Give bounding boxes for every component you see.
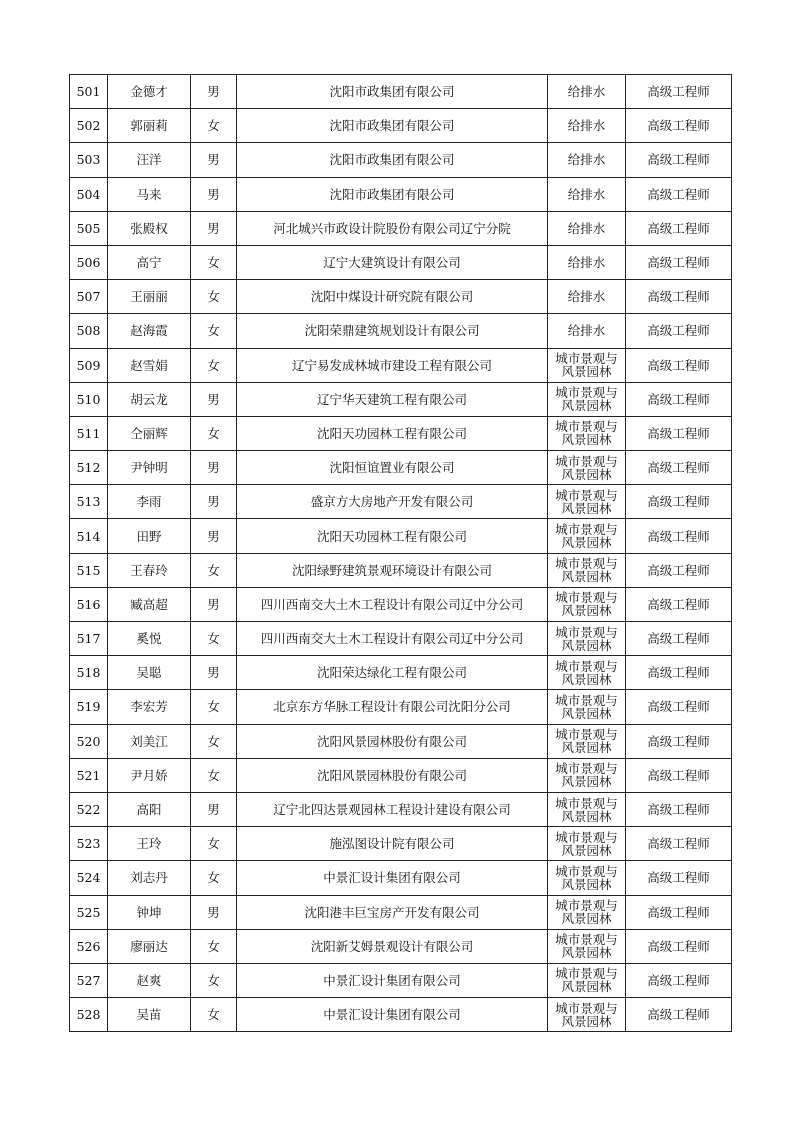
company-cell: 中景汇设计集团有限公司 [237, 861, 548, 895]
gender-cell: 男 [191, 75, 237, 109]
gender-cell: 女 [191, 690, 237, 724]
serial-number-cell: 506 [70, 245, 108, 279]
name-cell: 李宏芳 [108, 690, 191, 724]
gender-cell: 女 [191, 622, 237, 656]
specialty-cell: 城市景观与 风景园林 [548, 382, 626, 416]
serial-number-cell: 508 [70, 314, 108, 348]
company-cell: 沈阳恒谊置业有限公司 [237, 451, 548, 485]
serial-number-cell: 523 [70, 827, 108, 861]
serial-number-cell: 501 [70, 75, 108, 109]
serial-number-cell: 525 [70, 895, 108, 929]
title-cell: 高级工程师 [626, 382, 732, 416]
company-cell: 四川西南交大土木工程设计有限公司辽中分公司 [237, 622, 548, 656]
gender-cell: 女 [191, 758, 237, 792]
specialty-cell: 城市景观与 风景园林 [548, 451, 626, 485]
table-row [70, 622, 732, 656]
serial-number-cell: 510 [70, 382, 108, 416]
serial-number-cell: 504 [70, 177, 108, 211]
table-row [70, 895, 732, 929]
name-cell: 王丽丽 [108, 280, 191, 314]
specialty-cell: 城市景观与 风景园林 [548, 963, 626, 997]
title-cell: 高级工程师 [626, 963, 732, 997]
specialty-cell: 给排水 [548, 143, 626, 177]
specialty-cell: 城市景观与 风景园林 [548, 348, 626, 382]
name-cell: 赵雪娟 [108, 348, 191, 382]
name-cell: 高宁 [108, 245, 191, 279]
title-cell: 高级工程师 [626, 587, 732, 621]
table-row [70, 724, 732, 758]
table-row [70, 451, 732, 485]
serial-number-cell: 515 [70, 553, 108, 587]
roster-body [70, 75, 732, 1032]
gender-cell: 女 [191, 998, 237, 1032]
serial-number-cell: 527 [70, 963, 108, 997]
name-cell: 马来 [108, 177, 191, 211]
specialty-cell: 城市景观与 风景园林 [548, 929, 626, 963]
company-cell: 施泓图设计院有限公司 [237, 827, 548, 861]
name-cell: 赵爽 [108, 963, 191, 997]
serial-number-cell: 528 [70, 998, 108, 1032]
name-cell: 刘志丹 [108, 861, 191, 895]
title-cell: 高级工程师 [626, 758, 732, 792]
table-row [70, 485, 732, 519]
company-cell: 沈阳风景园林股份有限公司 [237, 724, 548, 758]
serial-number-cell: 505 [70, 211, 108, 245]
table-row [70, 758, 732, 792]
serial-number-cell: 509 [70, 348, 108, 382]
serial-number-cell: 507 [70, 280, 108, 314]
table-row [70, 792, 732, 826]
specialty-cell: 城市景观与 风景园林 [548, 622, 626, 656]
title-cell: 高级工程师 [626, 245, 732, 279]
gender-cell: 女 [191, 861, 237, 895]
title-cell: 高级工程师 [626, 416, 732, 450]
company-cell: 中景汇设计集团有限公司 [237, 963, 548, 997]
gender-cell: 女 [191, 553, 237, 587]
name-cell: 胡云龙 [108, 382, 191, 416]
company-cell: 辽宁大建筑设计有限公司 [237, 245, 548, 279]
company-cell: 沈阳中煤设计研究院有限公司 [237, 280, 548, 314]
gender-cell: 女 [191, 280, 237, 314]
company-cell: 沈阳荣鼎建筑规划设计有限公司 [237, 314, 548, 348]
name-cell: 刘美江 [108, 724, 191, 758]
title-cell: 高级工程师 [626, 656, 732, 690]
name-cell: 吴聪 [108, 656, 191, 690]
company-cell: 四川西南交大土木工程设计有限公司辽中分公司 [237, 587, 548, 621]
gender-cell: 女 [191, 724, 237, 758]
title-cell: 高级工程师 [626, 143, 732, 177]
title-cell: 高级工程师 [626, 211, 732, 245]
title-cell: 高级工程师 [626, 485, 732, 519]
gender-cell: 女 [191, 416, 237, 450]
specialty-cell: 城市景观与 风景园林 [548, 416, 626, 450]
specialty-cell: 城市景观与 风景园林 [548, 690, 626, 724]
specialty-cell: 城市景观与 风景园林 [548, 827, 626, 861]
table-row [70, 553, 732, 587]
gender-cell: 男 [191, 519, 237, 553]
specialty-cell: 城市景观与 风景园林 [548, 553, 626, 587]
table-row [70, 211, 732, 245]
table-row [70, 963, 732, 997]
title-cell: 高级工程师 [626, 929, 732, 963]
table-row [70, 587, 732, 621]
table-row [70, 416, 732, 450]
title-cell: 高级工程师 [626, 998, 732, 1032]
title-cell: 高级工程师 [626, 348, 732, 382]
specialty-cell: 城市景观与 风景园林 [548, 998, 626, 1032]
name-cell: 郭丽莉 [108, 109, 191, 143]
specialty-cell: 给排水 [548, 314, 626, 348]
gender-cell: 男 [191, 143, 237, 177]
table-row [70, 314, 732, 348]
title-cell: 高级工程师 [626, 109, 732, 143]
specialty-cell: 给排水 [548, 177, 626, 211]
specialty-cell: 城市景观与 风景园林 [548, 758, 626, 792]
name-cell: 高阳 [108, 792, 191, 826]
table-row [70, 690, 732, 724]
gender-cell: 女 [191, 314, 237, 348]
gender-cell: 男 [191, 382, 237, 416]
table-row [70, 929, 732, 963]
serial-number-cell: 518 [70, 656, 108, 690]
specialty-cell: 给排水 [548, 75, 626, 109]
table-row [70, 280, 732, 314]
name-cell: 仝丽辉 [108, 416, 191, 450]
gender-cell: 男 [191, 485, 237, 519]
title-cell: 高级工程师 [626, 792, 732, 826]
specialty-cell: 给排水 [548, 109, 626, 143]
name-cell: 吴苗 [108, 998, 191, 1032]
specialty-cell: 城市景观与 风景园林 [548, 656, 626, 690]
name-cell: 尹钟明 [108, 451, 191, 485]
name-cell: 王玲 [108, 827, 191, 861]
company-cell: 盛京方大房地产开发有限公司 [237, 485, 548, 519]
title-cell: 高级工程师 [626, 690, 732, 724]
company-cell: 沈阳市政集团有限公司 [237, 177, 548, 211]
serial-number-cell: 524 [70, 861, 108, 895]
title-cell: 高级工程师 [626, 75, 732, 109]
company-cell: 沈阳绿野建筑景观环境设计有限公司 [237, 553, 548, 587]
serial-number-cell: 517 [70, 622, 108, 656]
serial-number-cell: 503 [70, 143, 108, 177]
name-cell: 廖丽达 [108, 929, 191, 963]
specialty-cell: 城市景观与 风景园林 [548, 792, 626, 826]
serial-number-cell: 522 [70, 792, 108, 826]
name-cell: 田野 [108, 519, 191, 553]
company-cell: 沈阳港丰巨宝房产开发有限公司 [237, 895, 548, 929]
serial-number-cell: 520 [70, 724, 108, 758]
specialty-cell: 城市景观与 风景园林 [548, 861, 626, 895]
table-row [70, 519, 732, 553]
name-cell: 奚悦 [108, 622, 191, 656]
company-cell: 沈阳新艾姆景观设计有限公司 [237, 929, 548, 963]
company-cell: 北京东方华脉工程设计有限公司沈阳分公司 [237, 690, 548, 724]
gender-cell: 女 [191, 827, 237, 861]
serial-number-cell: 512 [70, 451, 108, 485]
company-cell: 沈阳荣达绿化工程有限公司 [237, 656, 548, 690]
title-cell: 高级工程师 [626, 895, 732, 929]
serial-number-cell: 511 [70, 416, 108, 450]
specialty-cell: 城市景观与 风景园林 [548, 724, 626, 758]
specialty-cell: 给排水 [548, 211, 626, 245]
title-cell: 高级工程师 [626, 724, 732, 758]
specialty-cell: 城市景观与 风景园林 [548, 895, 626, 929]
gender-cell: 男 [191, 587, 237, 621]
company-cell: 沈阳天功园林工程有限公司 [237, 416, 548, 450]
gender-cell: 女 [191, 348, 237, 382]
specialty-cell: 给排水 [548, 245, 626, 279]
serial-number-cell: 513 [70, 485, 108, 519]
table-row [70, 861, 732, 895]
gender-cell: 女 [191, 929, 237, 963]
serial-number-cell: 526 [70, 929, 108, 963]
company-cell: 沈阳市政集团有限公司 [237, 143, 548, 177]
table-row [70, 656, 732, 690]
serial-number-cell: 514 [70, 519, 108, 553]
specialty-cell: 城市景观与 风景园林 [548, 519, 626, 553]
name-cell: 李雨 [108, 485, 191, 519]
table-row [70, 827, 732, 861]
table-row [70, 348, 732, 382]
specialty-cell: 给排水 [548, 280, 626, 314]
company-cell: 沈阳风景园林股份有限公司 [237, 758, 548, 792]
table-row [70, 109, 732, 143]
name-cell: 张殿权 [108, 211, 191, 245]
gender-cell: 男 [191, 792, 237, 826]
title-cell: 高级工程师 [626, 451, 732, 485]
title-cell: 高级工程师 [626, 314, 732, 348]
table-row [70, 177, 732, 211]
specialty-cell: 城市景观与 风景园林 [548, 485, 626, 519]
specialty-cell: 城市景观与 风景园林 [548, 587, 626, 621]
title-cell: 高级工程师 [626, 280, 732, 314]
company-cell: 辽宁北四达景观园林工程设计建设有限公司 [237, 792, 548, 826]
company-cell: 沈阳市政集团有限公司 [237, 75, 548, 109]
gender-cell: 女 [191, 109, 237, 143]
serial-number-cell: 516 [70, 587, 108, 621]
title-cell: 高级工程师 [626, 622, 732, 656]
title-cell: 高级工程师 [626, 553, 732, 587]
company-cell: 中景汇设计集团有限公司 [237, 998, 548, 1032]
name-cell: 王春玲 [108, 553, 191, 587]
serial-number-cell: 519 [70, 690, 108, 724]
table-row [70, 143, 732, 177]
name-cell: 金德才 [108, 75, 191, 109]
company-cell: 辽宁易发成林城市建设工程有限公司 [237, 348, 548, 382]
gender-cell: 女 [191, 963, 237, 997]
gender-cell: 男 [191, 177, 237, 211]
gender-cell: 男 [191, 211, 237, 245]
serial-number-cell: 521 [70, 758, 108, 792]
title-cell: 高级工程师 [626, 861, 732, 895]
gender-cell: 女 [191, 245, 237, 279]
name-cell: 汪洋 [108, 143, 191, 177]
title-cell: 高级工程师 [626, 519, 732, 553]
gender-cell: 男 [191, 656, 237, 690]
title-cell: 高级工程师 [626, 177, 732, 211]
company-cell: 河北城兴市政设计院股份有限公司辽宁分院 [237, 211, 548, 245]
table-row [70, 75, 732, 109]
name-cell: 尹月娇 [108, 758, 191, 792]
serial-number-cell: 502 [70, 109, 108, 143]
name-cell: 钟坤 [108, 895, 191, 929]
gender-cell: 男 [191, 451, 237, 485]
table-row [70, 245, 732, 279]
table-row [70, 382, 732, 416]
name-cell: 臧高超 [108, 587, 191, 621]
table-row [70, 998, 732, 1032]
gender-cell: 男 [191, 895, 237, 929]
company-cell: 沈阳天功园林工程有限公司 [237, 519, 548, 553]
company-cell: 辽宁华天建筑工程有限公司 [237, 382, 548, 416]
company-cell: 沈阳市政集团有限公司 [237, 109, 548, 143]
roster-table [69, 74, 732, 1032]
name-cell: 赵海霞 [108, 314, 191, 348]
title-cell: 高级工程师 [626, 827, 732, 861]
